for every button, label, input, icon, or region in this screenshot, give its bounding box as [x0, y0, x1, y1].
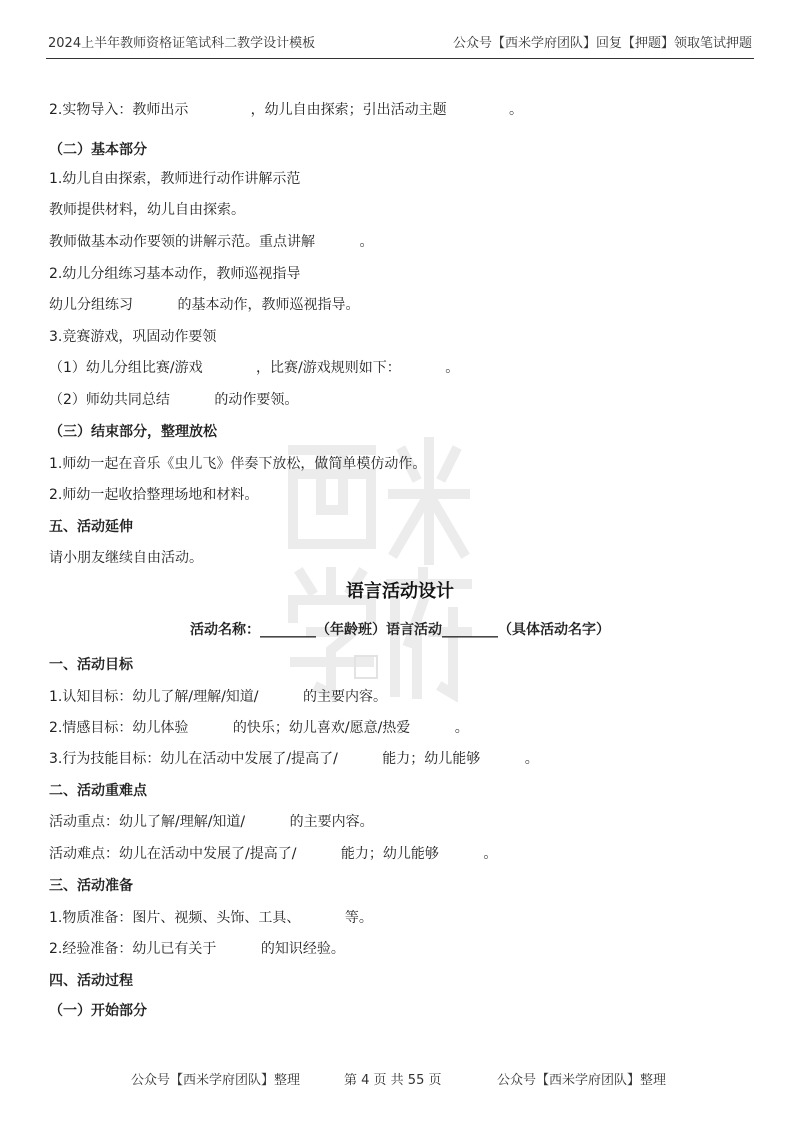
- section-title: 语言活动设计: [346, 581, 454, 602]
- body-text-line: 2.幼儿分组练习基本动作，教师巡视指导: [49, 266, 301, 282]
- section-heading: （二）基本部分: [49, 142, 147, 158]
- body-text-line: 3.行为技能目标：幼儿在活动中发展了/提高了/ 能力；幼儿能够 。: [49, 751, 539, 767]
- header-title: 2024上半年教师资格证笔试科二教学设计模板: [48, 36, 316, 51]
- body-text-line: 1.认知目标：幼儿了解/理解/知道/ 的主要内容。: [49, 689, 388, 705]
- section-heading: 四、活动过程: [49, 973, 133, 989]
- body-text-line: 1.师幼一起在音乐《虫儿飞》伴奏下放松，做简单模仿动作。: [49, 456, 427, 472]
- body-text-line: 教师提供材料，幼儿自由探索。: [49, 202, 245, 218]
- page-number: 第 4 页 共 55 页: [344, 1073, 442, 1088]
- activity-name-line: 活动名称：________（年龄班）语言活动________（具体活动名字）: [190, 622, 610, 638]
- section-heading: 一、活动目标: [49, 657, 133, 673]
- body-text-line: 2.实物导入：教师出示 ，幼儿自由探索；引出活动主题 。: [49, 102, 523, 118]
- body-text-line: 2.情感目标：幼儿体验 的快乐；幼儿喜欢/愿意/热爱 。: [49, 720, 469, 736]
- body-text-line: （1）幼儿分组比赛/游戏 ，比赛/游戏规则如下： 。: [49, 360, 460, 376]
- body-text-line: 活动重点：幼儿了解/理解/知道/ 的主要内容。: [49, 814, 374, 830]
- body-text-line: 请小朋友继续自由活动。: [49, 550, 203, 566]
- section-heading: 三、活动准备: [49, 878, 133, 894]
- footer-left: 公众号【西米学府团队】整理: [131, 1073, 301, 1088]
- watermark-seal: [355, 656, 377, 678]
- body-text-line: 幼儿分组练习 的基本动作，教师巡视指导。: [49, 297, 360, 313]
- body-text-line: 3.竞赛游戏，巩固动作要领: [49, 329, 217, 345]
- body-text-line: 1.物质准备：图片、视频、头饰、工具、 等。: [49, 910, 373, 926]
- section-heading: 二、活动重难点: [49, 783, 147, 799]
- body-text-line: （2）师幼共同总结 的动作要领。: [49, 392, 299, 408]
- body-text-line: 活动难点：幼儿在活动中发展了/提高了/ 能力；幼儿能够 。: [49, 846, 498, 862]
- body-text-line: 2.经验准备：幼儿已有关于 的知识经验。: [49, 941, 345, 957]
- section-heading: 五、活动延伸: [49, 519, 133, 535]
- body-text-line: 1.幼儿自由探索，教师进行动作讲解示范: [49, 171, 301, 187]
- body-text-line: 教师做基本动作要领的讲解示范。重点讲解 。: [49, 234, 374, 250]
- section-heading: （一）开始部分: [49, 1003, 147, 1019]
- page-header: [46, 38, 754, 59]
- footer-right: 公众号【西米学府团队】整理: [497, 1073, 667, 1088]
- header-promo: 公众号【西米学府团队】回复【押题】领取笔试押题: [452, 36, 752, 51]
- body-text-line: 2.师幼一起收拾整理场地和材料。: [49, 487, 259, 503]
- page-footer: [0, 1072, 800, 1090]
- section-heading: （三）结束部分，整理放松: [49, 424, 217, 440]
